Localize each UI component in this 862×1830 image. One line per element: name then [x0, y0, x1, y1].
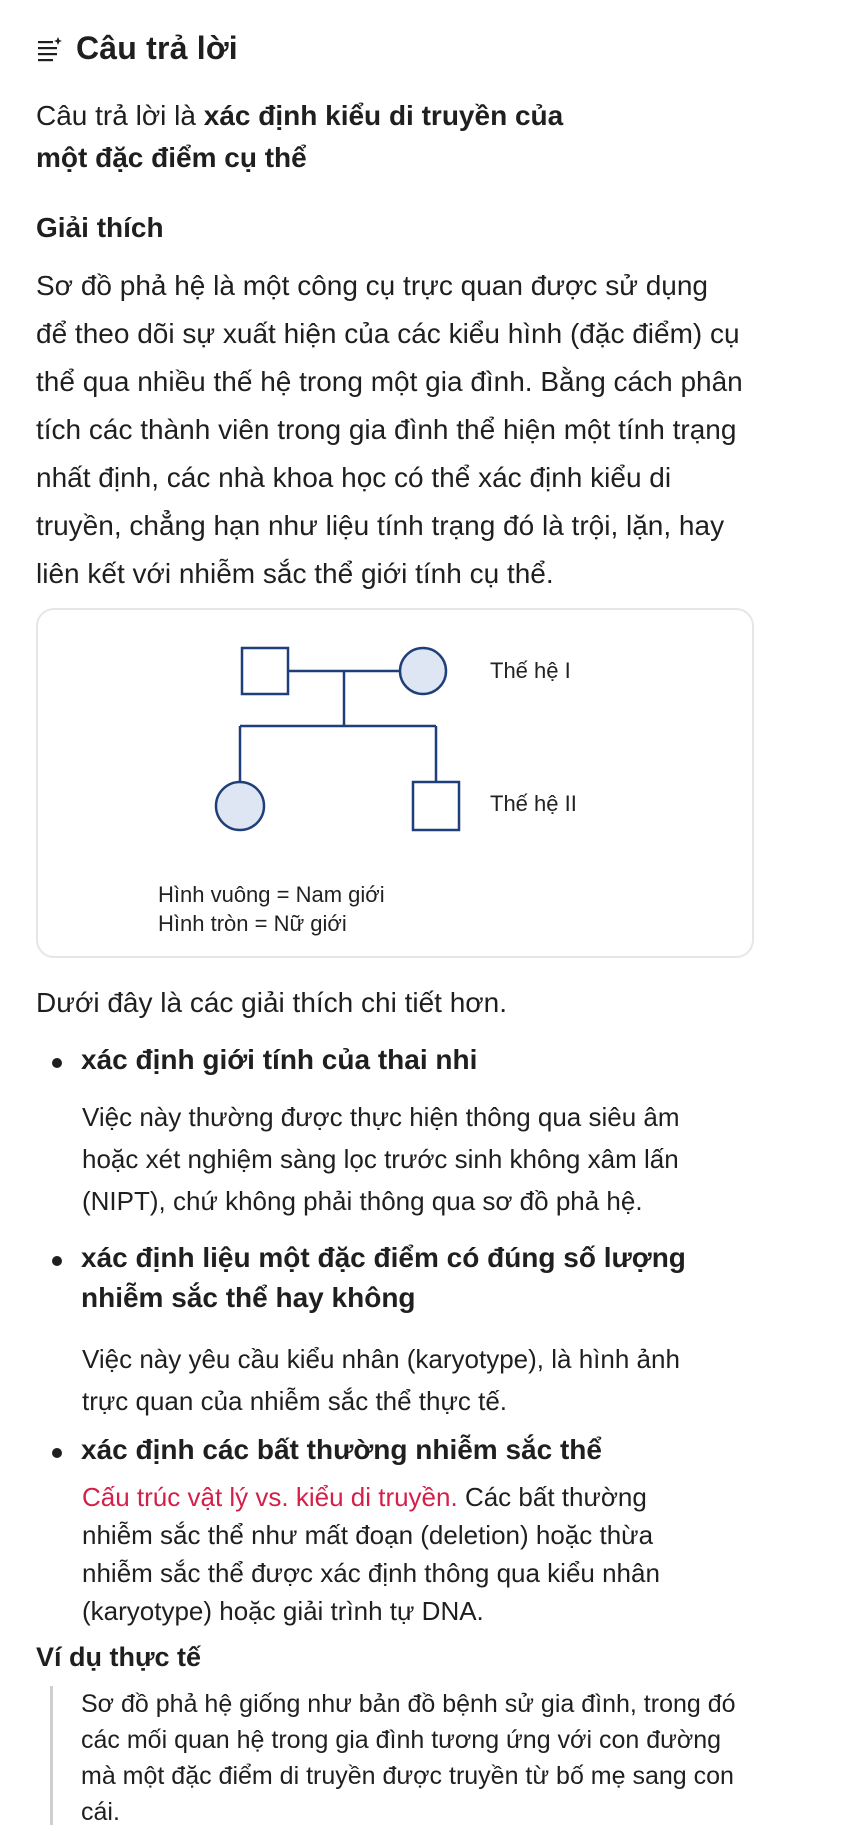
answer-statement: [36, 95, 636, 179]
pedigree-legend: [158, 880, 385, 938]
answer-bold-line2: một đặc điểm cụ thể: [36, 142, 307, 173]
legend-square: Hình vuông = Nam giới: [158, 882, 385, 907]
pedigree-diagram-card: [36, 608, 754, 958]
gen1-male-square: [242, 648, 288, 694]
list-item-heading: xác định liệu một đặc điểm có đúng số lượng nhiễm sắc thể hay không: [81, 1242, 686, 1313]
list-sparkle-icon: [36, 35, 64, 63]
list-item-body-text: Các bất thường nhiễm sắc thể như mất đoạn (deletion) hoặc thừa nhiễm sắc thể được xác định thông qua kiểu nhân (karyotype) hoặc giải trình tự DNA.: [82, 1482, 660, 1626]
generation-1-label: Thế hệ I: [490, 658, 571, 683]
highlight-text: Cấu trúc vật lý vs. kiểu di truyền.: [82, 1482, 458, 1512]
bullet-dot: [52, 1448, 62, 1458]
explanation-text: Sơ đồ phả hệ là một công cụ trực quan được sử dụng để theo dõi sự xuất hiện của các kiểu hình (đặc điểm) cụ thể qua nhiều thế hệ trong một gia đình. Bằng cách phân tích các thành viên trong gia đình thể hiện một tính trạng nhất định, các nhà khoa học có thể xác định kiểu di truyền, chẳng hạn như liệu tính trạng đó là trội, lặn, hay liên kết với nhiễm sắc thể giới tính cụ thể.: [36, 270, 743, 589]
explanation-title: Giải thích: [36, 212, 164, 243]
example-title: Ví dụ thực tế: [36, 1642, 202, 1672]
answer-header: [36, 30, 238, 67]
example-blockquote: [50, 1686, 750, 1825]
bullet-dot: [52, 1256, 62, 1266]
legend-circle: Hình tròn = Nữ giới: [158, 911, 347, 936]
list-item-body: Việc này thường được thực hiện thông qua siêu âm hoặc xét nghiệm sàng lọc trước sinh không xâm lấn (NIPT), chứ không phải thông qua sơ đồ phả hệ.: [82, 1102, 680, 1216]
gen1-female-circle: [400, 648, 446, 694]
generation-2-label: Thế hệ II: [490, 791, 577, 816]
answer-bold-line1: xác định kiểu di truyền của: [203, 100, 564, 131]
list-item-body: Việc này yêu cầu kiểu nhân (karyotype), là hình ảnh trực quan của nhiễm sắc thể thực tế.: [82, 1344, 680, 1416]
pedigree-diagram: [38, 610, 752, 956]
bullet-dot: [52, 1058, 62, 1068]
list-item-heading: xác định các bất thường nhiễm sắc thể: [81, 1434, 602, 1465]
gen2-male-square: [413, 782, 459, 830]
details-intro: Dưới đây là các giải thích chi tiết hơn.: [36, 987, 508, 1018]
answer-prefix: Câu trả lời là: [36, 100, 204, 131]
list-item-body: [82, 1478, 722, 1630]
page-title: Câu trả lời: [76, 30, 238, 66]
example-text: Sơ đồ phả hệ giống như bản đồ bệnh sử gia đình, trong đó các mối quan hệ trong gia đình tương ứng với con đường mà một đặc điểm di truyền được truyền từ bố mẹ sang con cái.: [81, 1690, 736, 1826]
gen2-female-circle: [216, 782, 264, 830]
list-item-heading: xác định giới tính của thai nhi: [81, 1044, 478, 1075]
